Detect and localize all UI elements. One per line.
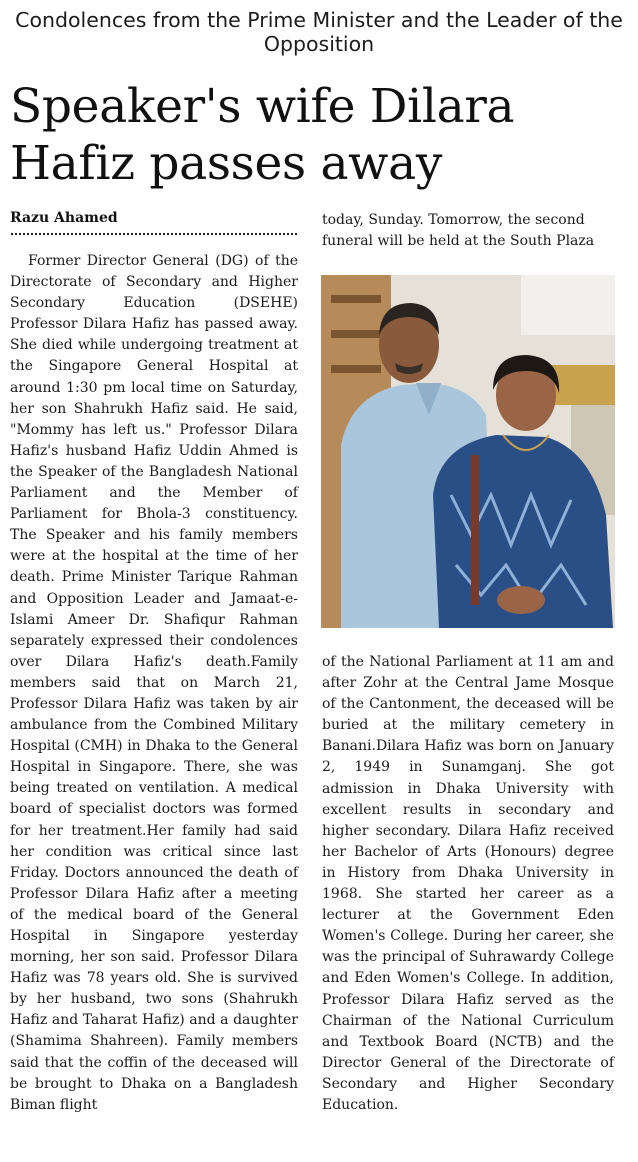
byline-dotted-rule [10, 232, 298, 236]
article-column-right-top: today, Sunday. Tomorrow, the second funeral will be held at the South Plaza [322, 212, 595, 250]
headline: Speaker's wife Dilara Hafiz passes away [10, 79, 515, 191]
photo-illustration [321, 275, 615, 628]
couple-portrait-photo [321, 275, 615, 628]
article-column-right-bottom: of the National Parliament at 11 am and after Zohr at the Central Jame Mosque of the Cantonment, the deceased will be buried at the military cemetery in Banani.Dilara Hafiz was born on January 2, 1949 in Sunamganj. She got admission in Dhaka University with excellent results in secondary and higher secondary. Dilara Hafiz received her Bachelor of Arts (Honours) degree in History from Dhaka University in 1968. She started her career as a lecturer at the Government Eden Women's College. During her career, she was the principal of Suhrawardy College and Eden Women's College. In addition, Professor Dilara Hafiz served as the Chairman of the National Curriculum and Textbook Board (NCTB) and the Director General of the Directorate of Secondary and Higher Secondary Education. [322, 654, 614, 1113]
byline: Razu Ahamed [10, 210, 118, 226]
kicker-subheading: Condolences from the Prime Minister and the Leader of the Opposition [15, 8, 623, 56]
article-column-left: Former Director General (DG) of the Directorate of Secondary and Higher Secondary Education (DSEHE) Professor Dilara Hafiz has passed away. She died while undergoing treatment at the Singapore General Hospital at around 1:30 pm local time on Saturday, her son Shahrukh Hafiz said. He said, "Mommy has left us." Professor Dilara Hafiz's husband Hafiz Uddin Ahmed is the Speaker of the Bangladesh National Parliament and the Member of Parliament for Bhola-3 constituency. The Speaker and his family members were at the hospital at the time of her death. Prime Minister Tarique Rahman and Opposition Leader and Jamaat-e-Islami Ameer Dr. Shafiqur Rahman separately expressed their condolences over Dilara Hafiz's death.Family members said that on March 21, Professor Dilara Hafiz was taken by air ambulance from the Combined Military Hospital (CMH) in Dhaka to the General Hospital in Singapore. There, she was being treated on ventilation. A medical board of specialist doctors was formed for her treatment.Her family had said her condition was critical since last Friday. Doctors announced the death of Professor Dilara Hafiz after a meeting of the medical board of the General Hospital in Singapore yesterday morning, her son said. Professor Dilara Hafiz was 78 years old. She is survived by her husband, two sons (Shahrukh Hafiz and Taharat Hafiz) and a daughter (Shamima Shahreen). Family members said that the coffin of the deceased will be brought to Dhaka on a Bangladesh Biman flight [10, 253, 298, 1113]
